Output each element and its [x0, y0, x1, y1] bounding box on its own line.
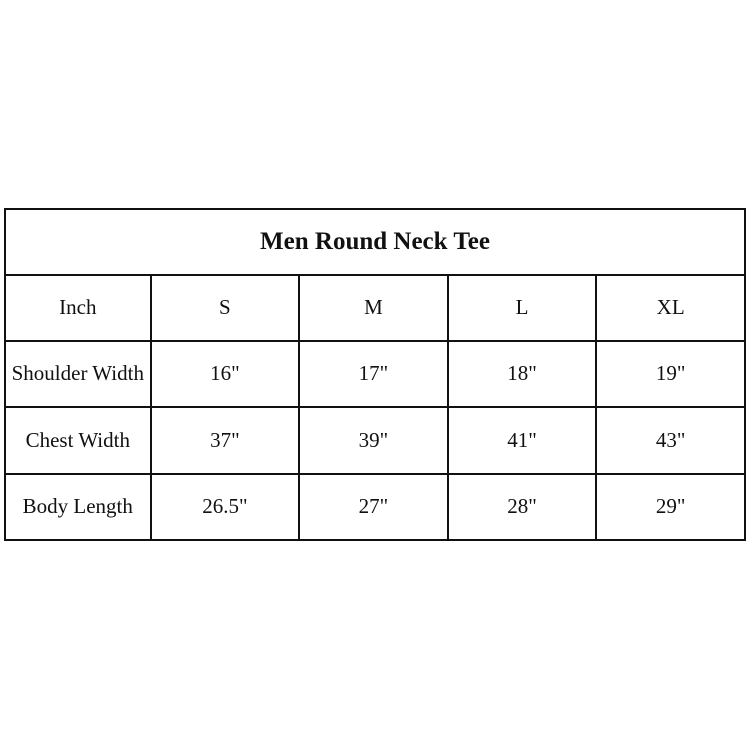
size-chart-table — [4, 208, 746, 541]
table-title: Men Round Neck Tee — [5, 209, 745, 275]
table-row — [5, 407, 745, 473]
table-cell: 27" — [299, 474, 448, 540]
unit-label: Inch — [5, 275, 151, 340]
table-cell: 43" — [596, 407, 745, 473]
table-cell: 39" — [299, 407, 448, 473]
row-label-shoulder-width: Shoulder Width — [5, 341, 151, 407]
table-row — [5, 341, 745, 407]
table-cell: 18" — [448, 341, 597, 407]
table-cell: 28" — [448, 474, 597, 540]
table-cell: 41" — [448, 407, 597, 473]
table-cell: 19" — [596, 341, 745, 407]
table-cell: 37" — [151, 407, 300, 473]
size-header-row — [5, 275, 745, 340]
table-cell: 26.5" — [151, 474, 300, 540]
row-label-chest-width: Chest Width — [5, 407, 151, 473]
table-row — [5, 474, 745, 540]
row-label-body-length: Body Length — [5, 474, 151, 540]
title-row — [5, 209, 745, 275]
size-header-xl: XL — [596, 275, 745, 340]
table-cell: 16" — [151, 341, 300, 407]
table-cell: 17" — [299, 341, 448, 407]
table-cell: 29" — [596, 474, 745, 540]
size-header-l: L — [448, 275, 597, 340]
size-header-m: M — [299, 275, 448, 340]
size-header-s: S — [151, 275, 300, 340]
